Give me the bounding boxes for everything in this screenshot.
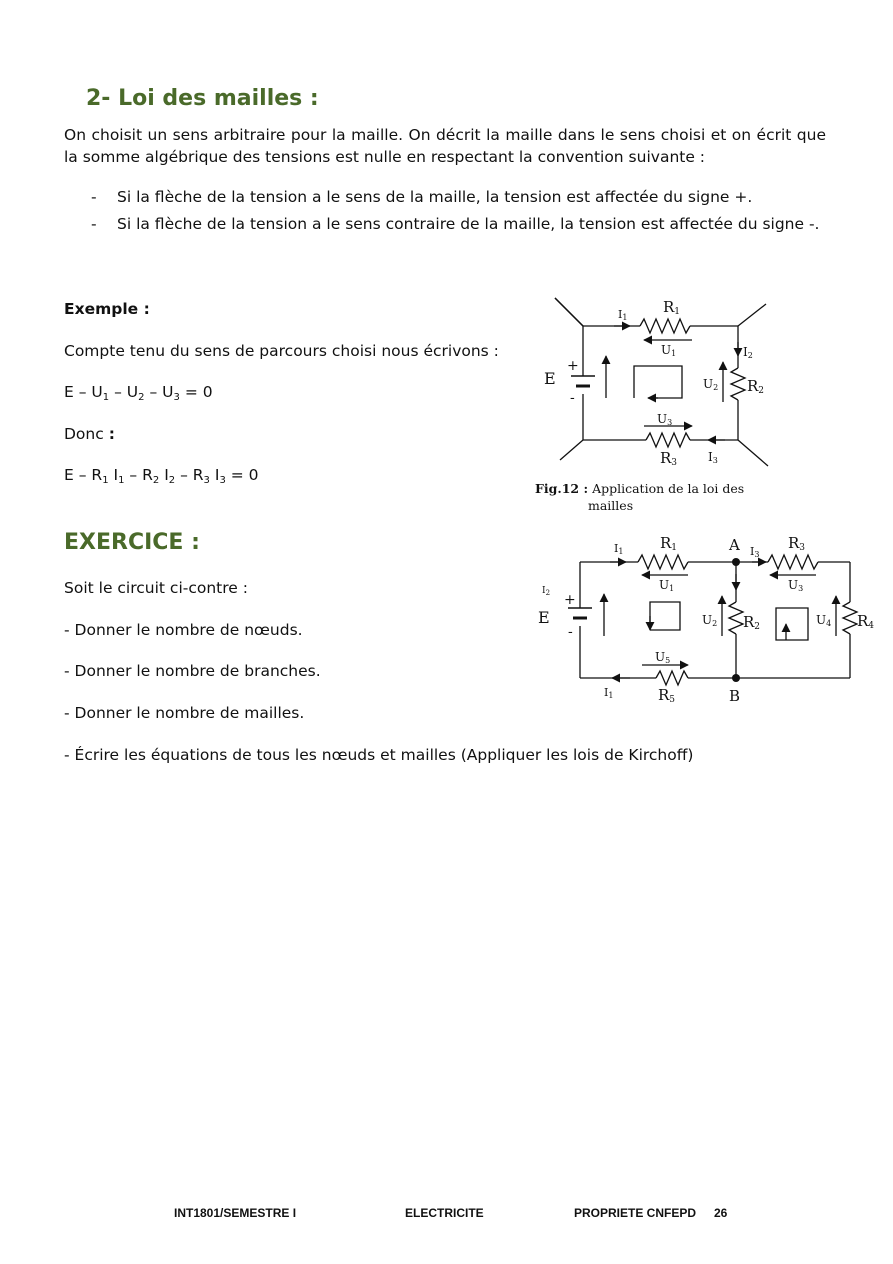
svg-text:R1: R1 bbox=[660, 534, 678, 553]
circuit-diagram-exercise bbox=[530, 530, 880, 710]
exercise-item: - Donner le nombre de mailles. bbox=[64, 704, 305, 722]
svg-text:R5: R5 bbox=[658, 686, 676, 705]
intro-paragraph: On choisit un sens arbitraire pour la maille. On décrit la maille dans le sens choisi et on écrit que la somme algébrique des tensions est nulle en respectant la convention suivante : bbox=[64, 126, 826, 166]
svg-text:-: - bbox=[568, 624, 573, 640]
svg-text:U5: U5 bbox=[655, 650, 671, 665]
bullet-item bbox=[91, 187, 826, 208]
svg-text:E: E bbox=[544, 369, 556, 388]
svg-text:I1: I1 bbox=[618, 308, 628, 322]
bullet-item bbox=[91, 214, 826, 235]
svg-text:U4: U4 bbox=[816, 613, 832, 628]
svg-text:R2: R2 bbox=[747, 377, 765, 396]
svg-text:R3: R3 bbox=[660, 449, 678, 468]
svg-text:U3: U3 bbox=[788, 578, 804, 593]
bullet-text: Si la flèche de la tension a le sens de la maille, la tension est affectée du signe +. bbox=[117, 188, 753, 206]
footer-owner: PROPRIETE CNFEPD bbox=[574, 1206, 697, 1220]
donc-label: Donc : bbox=[64, 425, 115, 443]
svg-text:I2: $I_2$ bbox=[542, 586, 551, 597]
svg-text:R2: R2 bbox=[743, 613, 761, 632]
svg-text:R3: R3 bbox=[788, 534, 806, 553]
svg-text:I1: I1 bbox=[604, 686, 614, 700]
svg-text:R4: R4 bbox=[857, 612, 875, 631]
svg-text:R1: R1 bbox=[663, 298, 681, 317]
svg-text:I3: I3 bbox=[708, 450, 718, 465]
example-text: Compte tenu du sens de parcours choisi nous écrivons : bbox=[64, 342, 499, 360]
exercise-title: EXERCICE : bbox=[64, 530, 200, 555]
bullet-dash: - bbox=[91, 215, 97, 233]
exercise-item: - Donner le nombre de branches. bbox=[64, 662, 321, 680]
svg-text:U1: U1 bbox=[661, 343, 677, 358]
svg-text:I3: I3 bbox=[750, 545, 760, 559]
svg-text:I2: I2 bbox=[743, 345, 753, 360]
svg-text:A: A bbox=[729, 536, 740, 554]
svg-text:U3: U3 bbox=[657, 412, 673, 427]
figure-caption: Fig.12 : Application de la loi des mailles bbox=[535, 481, 745, 513]
exercise-item: - Écrire les équations de tous les nœuds et mailles (Appliquer les lois de Kirchoff) bbox=[64, 746, 694, 764]
svg-text:E: E bbox=[538, 608, 550, 627]
footer-page-number: 26 bbox=[714, 1206, 728, 1220]
svg-text:U2: U2 bbox=[703, 377, 719, 392]
svg-text:U2: U2 bbox=[702, 613, 718, 628]
footer-course-code: INT1801/SEMESTRE I bbox=[174, 1206, 297, 1220]
exercise-intro: Soit le circuit ci-contre : bbox=[64, 579, 248, 597]
svg-text:-: - bbox=[570, 390, 575, 406]
svg-text:+: + bbox=[567, 358, 579, 374]
section-title: 2- Loi des mailles : bbox=[86, 86, 319, 111]
exercise-item: - Donner le nombre de nœuds. bbox=[64, 621, 303, 639]
svg-text:U1: U1 bbox=[659, 578, 675, 593]
bullet-text: Si la flèche de la tension a le sens contraire de la maille, la tension est affectée du signe -. bbox=[117, 215, 820, 233]
bullet-dash: - bbox=[91, 188, 97, 206]
example-label: Exemple : bbox=[64, 300, 150, 318]
equation-voltages: $E - U_1 - U_2 - U_3 = 0$ bbox=[64, 383, 213, 403]
equation-resistances: E – $R_1$ $I_1 - R_2$ $I_2 - R_3$ $I_3 = 0$ bbox=[64, 466, 259, 486]
svg-text:I1: I1 bbox=[614, 542, 624, 556]
footer-subject: ELECTRICITE bbox=[405, 1206, 484, 1220]
svg-text:B: B bbox=[729, 687, 741, 705]
svg-text:+: + bbox=[564, 592, 576, 608]
circuit-diagram-mesh-law bbox=[530, 290, 790, 475]
